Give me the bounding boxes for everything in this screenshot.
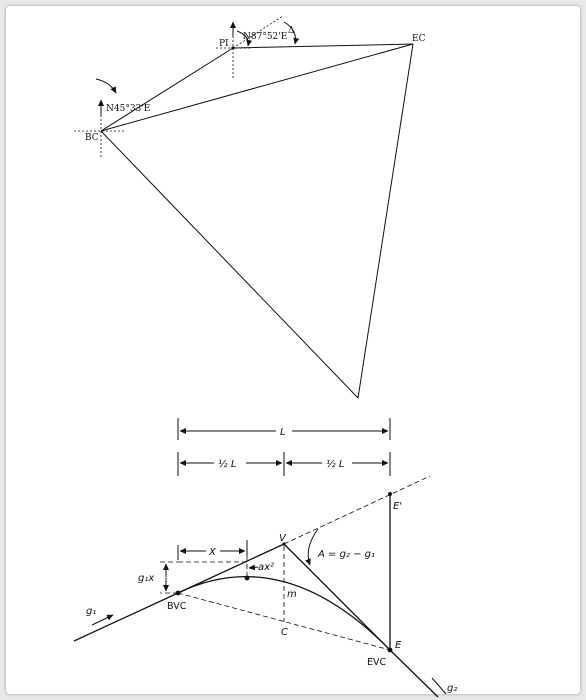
label-bc: BC: [85, 133, 99, 143]
curve-point: [245, 576, 250, 581]
label-g1: g₁: [86, 606, 97, 617]
evc-point: [388, 648, 393, 653]
label-m: m: [287, 589, 297, 600]
label-bearing-pi-ec: N87°52'E: [243, 32, 288, 42]
eprime-point: [388, 492, 392, 496]
label-v: V: [279, 533, 286, 544]
tangent-bc-pi: [101, 48, 233, 131]
label-c: C: [281, 627, 288, 638]
label-half-l-right: ½ L: [326, 459, 345, 470]
label-delta: Δ: [288, 26, 295, 36]
label-pi: PI: [219, 39, 229, 49]
label-ec: EC: [412, 34, 426, 44]
g1-extension: [284, 476, 430, 544]
label-ax2: ax²: [258, 562, 275, 573]
pi-point: [231, 46, 234, 49]
offset-arrow: [249, 567, 258, 568]
vertical-curve-diagram: [74, 418, 457, 697]
label-x: X: [209, 547, 216, 558]
label-g2: g₂: [447, 683, 458, 694]
grade-g1-line: [74, 593, 178, 641]
label-half-l-left: ½ L: [218, 459, 237, 470]
label-g1x: g₁x: [138, 573, 155, 584]
label-e-prime: E': [393, 501, 403, 512]
label-bvc: BVC: [167, 601, 187, 612]
label-evc: EVC: [367, 657, 387, 668]
bvc-point: [176, 591, 181, 596]
g2-marker: [432, 678, 446, 694]
a-angle-arc: [308, 529, 318, 565]
radius-ec-center: [358, 44, 413, 398]
chord-bc-ec: [101, 44, 413, 131]
label-e: E: [395, 640, 402, 651]
grade-g2-line: [390, 650, 438, 697]
label-a-equation: A = g₂ − g₁: [318, 549, 376, 560]
direction-arrow: [96, 79, 116, 93]
horizontal-curve-diagram: [74, 16, 426, 398]
tangent-pi-ec: [233, 44, 413, 48]
label-bearing-bc-pi: N45°33'E: [106, 104, 151, 114]
label-l: L: [280, 427, 286, 438]
radius-bc-center: [101, 131, 358, 398]
